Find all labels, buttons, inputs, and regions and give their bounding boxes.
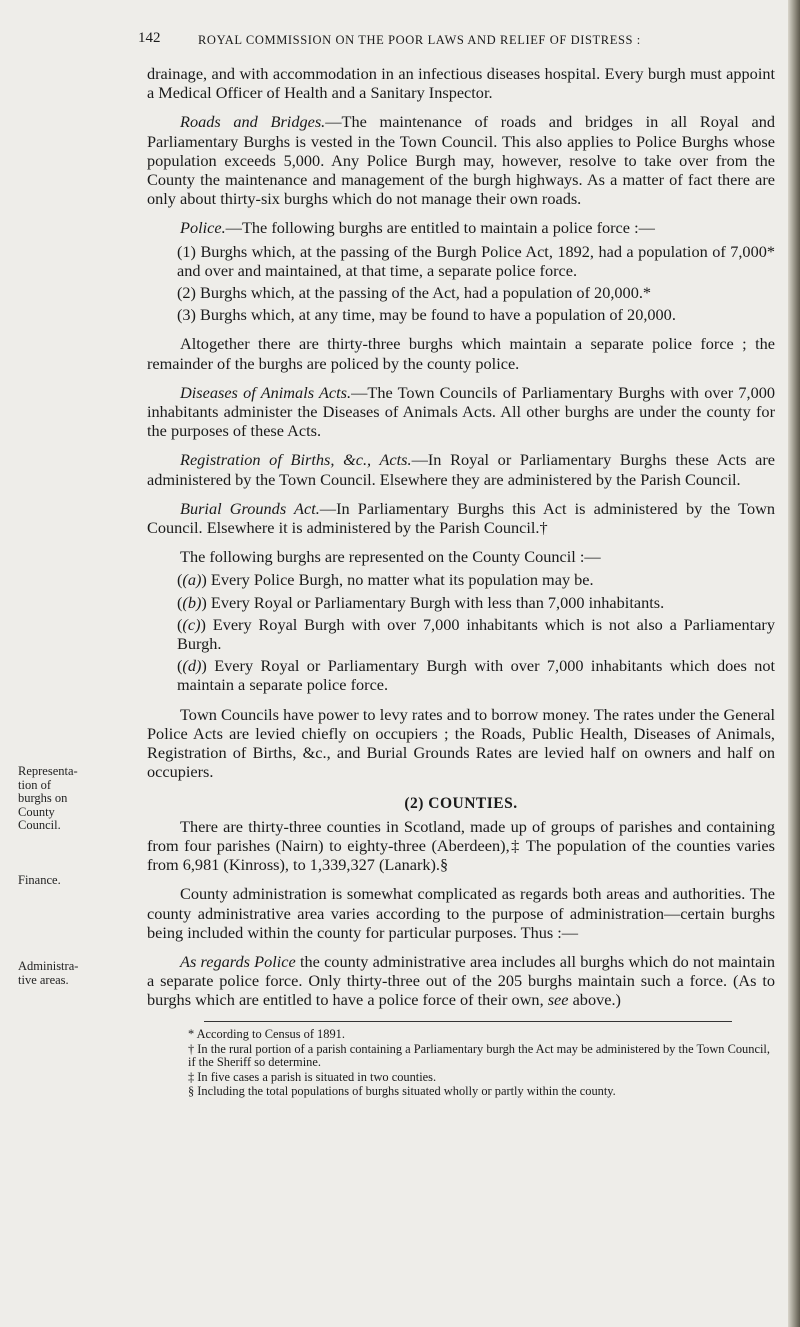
paragraph-roads-bridges: Roads and Bridges.—The maintenance of roads and bridges in all Royal and Parliamentary Burghs is vested in the Town Council. This also applies to Police Burghs whose population exceeds 5,000. Any Police Burgh may, however, resolve to take over from the County the maintenance and management of the burgh highways. As a matter of fact there are only about thirty-six burghs which do not manage their own roads.: [147, 112, 776, 209]
section-heading: (2) COUNTIES.: [404, 794, 518, 812]
paragraph-heading: Burial Grounds Act.: [180, 498, 320, 518]
list-item: ((d)) Every Royal or Parliamentary Burgh with over 7,000 inhabitants which does not maintain a separate police force.: [177, 656, 775, 695]
page-number: 142: [138, 30, 161, 46]
list-item: (3) Burghs which, at any time, may be found to have a population of 20,000.: [177, 305, 676, 325]
representation-list: [147, 570, 775, 694]
paragraph: drainage, and with accommodation in an infectious diseases hospital. Every burgh must appoint a Medical Officer of Health and a Sanitary Inspector.: [147, 64, 775, 103]
margin-note-administrative-areas: Administra- tive areas.: [18, 959, 79, 987]
paragraph-heading: Diseases of Animals Acts.: [180, 382, 352, 402]
paragraph: There are thirty-three counties in Scotland, made up of groups of parishes and containing from four parishes (Nairn) to eighty-three (Aberdeen),‡ The population of the counties varies from 6,981 (Kinross), to 1,339,327 (Lanark).§: [147, 816, 775, 875]
paragraph-finance: Town Councils have power to levy rates and to borrow money. The rates under the General Police Acts are levied chiefly on occupiers ; the Roads, Public Health, Diseases of Animals, Registration of Births, &c., and Burial Grounds Rates are levied half on owners and half on occupiers.: [147, 704, 775, 782]
paragraph-heading: Registration of Births, &c., Acts.: [180, 450, 412, 470]
list-item: (1) Burghs which, at the passing of the Burgh Police Act, 1892, had a population of 7,000* and over and maintained, at that time, a separate police force.: [177, 241, 775, 280]
paragraph: The following burghs are represented on the County Council :—: [180, 547, 601, 567]
paragraph-heading: Roads and Bridges.: [180, 112, 326, 132]
paragraph-diseases-animals: Diseases of Animals Acts.—The Town Councils of Parliamentary Burghs with over 7,000 inhabitants administer the Diseases of Animals Acts. All other burghs are under the county for the purposes of these Acts.: [147, 382, 776, 441]
paragraph-administrative-areas: County administration is somewhat complicated as regards both areas and authorities. The county administrative area varies according to the purpose of administration—certain burghs being included within the county for particular purposes. Thus :—: [147, 884, 775, 942]
list-item: (2) Burghs which, at the passing of the Act, had a population of 20,000.*: [177, 283, 652, 303]
body-text: [147, 64, 775, 1020]
paragraph-burial-grounds: Burial Grounds Act.—In Parliamentary Burghs this Act is administered by the Town Council. Elsewhere it is administered by the Parish Council.†: [147, 498, 775, 538]
paragraph-registration: Registration of Births, &c., Acts.—In Royal or Parliamentary Burghs these Acts are administered by the Town Council. Elsewhere they are administered by the Parish Council.: [147, 450, 775, 489]
paragraph-heading: As regards Police: [180, 951, 296, 971]
paragraph: Altogether there are thirty-three burghs which maintain a separate police force ; the remainder of the burghs are policed by the county police.: [147, 334, 775, 373]
footnote: † In the rural portion of a parish containing a Parliamentary burgh the Act may be administered by the Town Council, if the Sheriff so determine.: [188, 1041, 770, 1070]
paragraph-heading: Police.: [180, 218, 226, 238]
list-item: ((a)) Every Police Burgh, no matter what its population may be.: [177, 570, 594, 590]
page-binding-edge: [788, 0, 800, 1327]
footnote: ‡ In five cases a parish is situated in two counties.: [188, 1069, 437, 1084]
footnote: § Including the total populations of burghs situated wholly or partly within the county.: [188, 1084, 616, 1099]
footnote-divider: [204, 1021, 732, 1022]
margin-note-finance: Finance.: [18, 873, 61, 887]
footnote: * According to Census of 1891.: [188, 1027, 345, 1041]
paragraph-police: Police.—The following burghs are entitled to maintain a police force :—: [180, 218, 655, 238]
paragraph-police-area: As regards Police the county administrative area includes all burghs which do not maintain a separate police force. Only thirty-three out of the 205 burghs maintain such a force. (As to burghs which are entitled to have a police force of their own, see above.): [147, 951, 775, 1010]
police-list: [147, 242, 775, 325]
running-title: ROYAL COMMISSION ON THE POOR LAWS AND RELIEF OF DISTRESS :: [198, 33, 641, 47]
footnotes: [188, 1028, 778, 1100]
list-item: ((c)) Every Royal Burgh with over 7,000 inhabitants which is not also a Parliamentary Burgh.: [177, 614, 775, 654]
list-item: ((b)) Every Royal or Parliamentary Burgh with less than 7,000 inhabitants.: [177, 592, 665, 612]
margin-note-representation: Representa- tion of burghs on County Council.: [18, 764, 78, 832]
